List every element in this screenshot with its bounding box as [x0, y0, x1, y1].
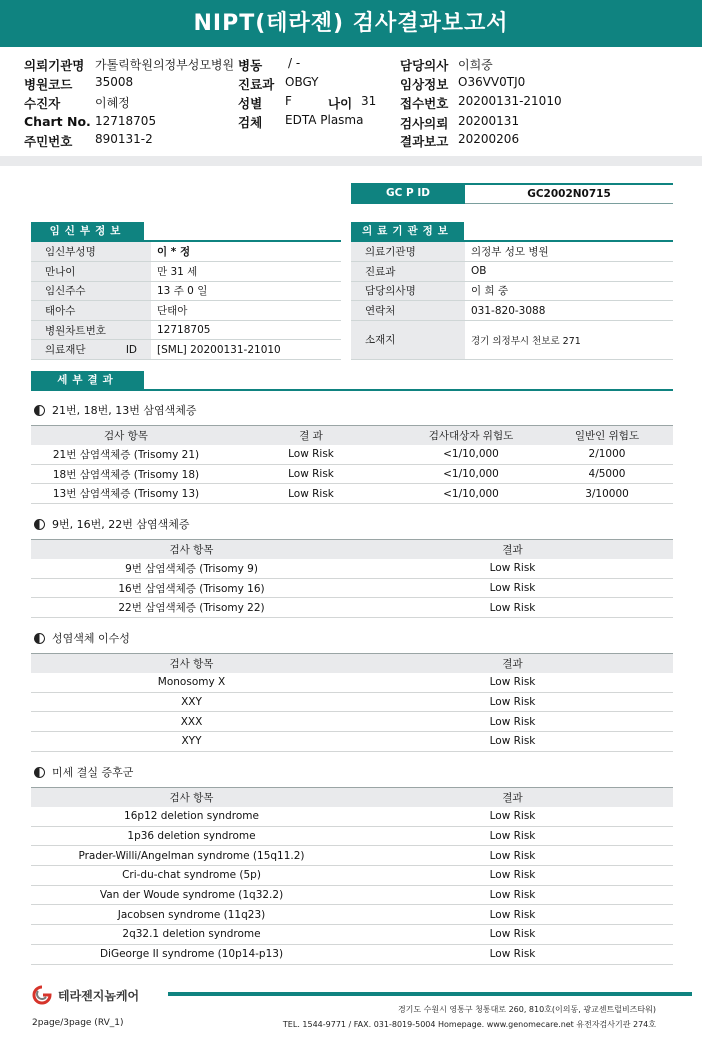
half-circle-icon [34, 405, 45, 416]
cell: Prader-Willi/Angelman syndrome (15q11.2) [31, 846, 352, 866]
cell: Low Risk [352, 866, 673, 886]
table-row [31, 944, 673, 964]
ward-label: 병동 [238, 58, 263, 73]
cell: 18번 삼염색체증 (Trisomy 18) [31, 464, 221, 484]
cell: XXX [31, 712, 352, 732]
cell: Cri-du-chat syndrome (5p) [31, 866, 352, 886]
col-header: 결 과 [221, 426, 401, 445]
info-value: [SML] 20200131-21010 [151, 340, 341, 360]
info-key: 진료과 [351, 262, 465, 282]
info-value: 의정부 성모 병원 [465, 242, 673, 262]
section2-heading-text: 9번, 16번, 22번 삼염색체증 [52, 518, 190, 531]
info-key: 담당의사명 [351, 281, 465, 301]
table-row [31, 673, 673, 693]
col-header: 검사 항목 [31, 540, 352, 559]
table-row [351, 320, 673, 359]
cell: Low Risk [352, 925, 673, 945]
table-row [351, 301, 673, 321]
logo-mark-icon [28, 985, 56, 1005]
cell: Low Risk [352, 885, 673, 905]
info-value: 13 주 0 일 [151, 281, 341, 301]
detail-results-tab: 세부결과 [31, 371, 144, 390]
institution-info-tab: 의료기관정보 [351, 222, 464, 241]
table-header-row [31, 654, 673, 673]
gcpid-value: GC2002N0715 [465, 183, 673, 204]
table-row [31, 301, 341, 321]
header-divider [0, 156, 702, 166]
info-key: 의료기관명 [351, 242, 465, 262]
cell: Van der Woude syndrome (1q32.2) [31, 885, 352, 905]
trisomy-minor-table [31, 539, 673, 618]
cell: Low Risk [352, 826, 673, 846]
cell: Low Risk [352, 692, 673, 712]
cell: Low Risk [352, 807, 673, 827]
specimen-label: 검체 [238, 115, 263, 130]
logo-text: 테라젠지놈케어 [58, 988, 140, 1003]
chart-value: 12718705 [95, 114, 157, 128]
chart-label: Chart No. [24, 114, 91, 129]
footer-rule [168, 992, 692, 996]
request-label: 검사의뢰 [400, 116, 449, 131]
age-label: 나이 [328, 96, 353, 111]
cell: Low Risk [352, 578, 673, 598]
section4-heading-text: 미세 결실 증후군 [52, 766, 134, 779]
clinical-value: O36VV0TJ0 [458, 75, 526, 89]
section1-heading-text: 21번, 18번, 13번 삼염색체증 [52, 404, 197, 417]
section4-heading [34, 764, 133, 780]
cell: Low Risk [221, 445, 401, 465]
table-row [31, 340, 341, 360]
col-header: 검사대상자 위험도 [401, 426, 541, 445]
cell: <1/10,000 [401, 484, 541, 504]
table-row [31, 281, 341, 301]
table-row [31, 578, 673, 598]
cell: 16p12 deletion syndrome [31, 807, 352, 827]
cell: 1p36 deletion syndrome [31, 826, 352, 846]
table-row [31, 262, 341, 282]
section1-heading [34, 402, 196, 418]
info-key: 만나이 [31, 262, 151, 282]
table-row [31, 807, 673, 827]
cell: Low Risk [352, 846, 673, 866]
receipt-value: 20200131-21010 [458, 94, 562, 108]
info-key: 태아수 [31, 301, 151, 321]
sex-chromosome-table [31, 653, 673, 752]
company-logo [28, 983, 139, 1007]
table-row [31, 692, 673, 712]
info-value: 단태아 [151, 301, 341, 321]
info-value: 만 31 세 [151, 262, 341, 282]
table-row [31, 320, 341, 340]
col-header: 일반인 위험도 [541, 426, 673, 445]
doctor-label: 담당의사 [400, 58, 449, 73]
table-header-row [31, 426, 673, 445]
half-circle-icon [34, 519, 45, 530]
table-row [31, 732, 673, 752]
table-row [31, 559, 673, 579]
table-row [31, 885, 673, 905]
half-circle-icon [34, 633, 45, 644]
info-key: 소재지 [351, 320, 465, 359]
patient-label: 수진자 [24, 96, 61, 111]
table-row [351, 262, 673, 282]
cell: Low Risk [352, 673, 673, 693]
info-key: 병원차트번호 [31, 320, 151, 340]
info-key: 임신부성명 [31, 242, 151, 262]
table-row [31, 598, 673, 618]
section3-heading-text: 성염색체 이수성 [52, 632, 130, 645]
cell: 2/1000 [541, 445, 673, 465]
cell: Low Risk [352, 559, 673, 579]
cell: Low Risk [352, 905, 673, 925]
cell: 21번 삼염색체증 (Trisomy 21) [31, 445, 221, 465]
report-value: 20200206 [458, 132, 520, 146]
info-value: OB [465, 262, 673, 282]
cell: 22번 삼염색체증 (Trisomy 22) [31, 598, 352, 618]
cell: <1/10,000 [401, 445, 541, 465]
gcpid-box [351, 183, 673, 204]
cell: Low Risk [352, 712, 673, 732]
half-circle-icon [34, 767, 45, 778]
table-row [31, 925, 673, 945]
rrn-value: 890131-2 [95, 132, 153, 146]
hospital-label: 의뢰기관명 [24, 58, 85, 73]
cell: 16번 삼염색체증 (Trisomy 16) [31, 578, 352, 598]
table-row [31, 866, 673, 886]
trisomy-major-table [31, 425, 673, 504]
cell: Low Risk [221, 484, 401, 504]
info-key: 의료재단 ID [31, 340, 151, 360]
gcpid-label: GC P ID [351, 183, 465, 204]
request-value: 20200131 [458, 114, 520, 128]
pregnant-info-tab: 임신부정보 [31, 222, 144, 241]
microdeletion-table [31, 787, 673, 965]
table-row [31, 905, 673, 925]
cell: Low Risk [221, 464, 401, 484]
info-value: 12718705 [151, 320, 341, 340]
ward-value: / - [288, 56, 301, 70]
cell: 9번 삼염색체증 (Trisomy 9) [31, 559, 352, 579]
institution-info-table [351, 242, 673, 360]
detail-results-rule [31, 389, 673, 391]
table-row [31, 846, 673, 866]
col-header: 검사 항목 [31, 426, 221, 445]
table-row [31, 445, 673, 465]
clinical-label: 임상정보 [400, 77, 449, 92]
rrn-label: 주민번호 [24, 134, 73, 149]
cell: Low Risk [352, 598, 673, 618]
pregnant-info-table [31, 242, 341, 360]
table-header-row [31, 788, 673, 807]
cell: 2q32.1 deletion syndrome [31, 925, 352, 945]
cell: Low Risk [352, 944, 673, 964]
cell: XYY [31, 732, 352, 752]
cell: Monosomy X [31, 673, 352, 693]
table-row [31, 484, 673, 504]
table-row [351, 281, 673, 301]
cell: XXY [31, 692, 352, 712]
code-label: 병원코드 [24, 77, 73, 92]
page-number: 2page/3page (RV_1) [32, 1018, 124, 1028]
info-key: 연락처 [351, 301, 465, 321]
cell: Low Risk [352, 732, 673, 752]
cell: 4/5000 [541, 464, 673, 484]
cell: DiGeorge II syndrome (10p14-p13) [31, 944, 352, 964]
dept-value: OBGY [285, 75, 319, 89]
table-row [31, 464, 673, 484]
section2-heading [34, 516, 189, 532]
footer-address: 경기도 수원시 영통구 청통대로 260, 810호(이의동, 광교센트럴비즈타워) [397, 1005, 656, 1014]
col-header: 검사 항목 [31, 788, 352, 807]
code-value: 35008 [95, 75, 134, 89]
info-value: 이 * 정 [151, 242, 341, 262]
footer-contact: TEL. 1544-9771 / FAX. 031-8019-5004 Homepage. www.genomecare.net 유전자검사기관 274호 [282, 1020, 656, 1029]
col-header: 결과 [352, 788, 673, 807]
info-value: 031-820-3088 [465, 301, 673, 321]
table-row [31, 242, 341, 262]
table-row [31, 826, 673, 846]
sex-label: 성별 [238, 96, 263, 111]
patient-value: 이혜정 [95, 96, 130, 110]
info-key: 임신주수 [31, 281, 151, 301]
cell: 3/10000 [541, 484, 673, 504]
col-header: 결과 [352, 654, 673, 673]
col-header: 결과 [352, 540, 673, 559]
dept-label: 진료과 [238, 77, 275, 92]
doctor-value: 이희중 [458, 58, 493, 72]
age-value: 31 [361, 94, 377, 108]
cell: Jacobsen syndrome (11q23) [31, 905, 352, 925]
report-title: NIPT(테라젠) 검사결과보고서 [0, 0, 702, 47]
col-header: 검사 항목 [31, 654, 352, 673]
cell: <1/10,000 [401, 464, 541, 484]
specimen-value: EDTA Plasma [285, 113, 364, 127]
report-label: 결과보고 [400, 134, 449, 149]
header-info [0, 47, 702, 156]
info-value: 이 희 중 [465, 281, 673, 301]
info-value: 경기 의정부시 천보로 271 [465, 320, 673, 359]
sex-value: F [285, 94, 292, 108]
table-header-row [31, 540, 673, 559]
cell: 13번 삼염색체증 (Trisomy 13) [31, 484, 221, 504]
table-row [31, 712, 673, 732]
hospital-value: 가톨릭학원의정부성모병원 [95, 58, 235, 72]
table-row [351, 242, 673, 262]
section3-heading [34, 630, 130, 646]
receipt-label: 접수번호 [400, 96, 449, 111]
